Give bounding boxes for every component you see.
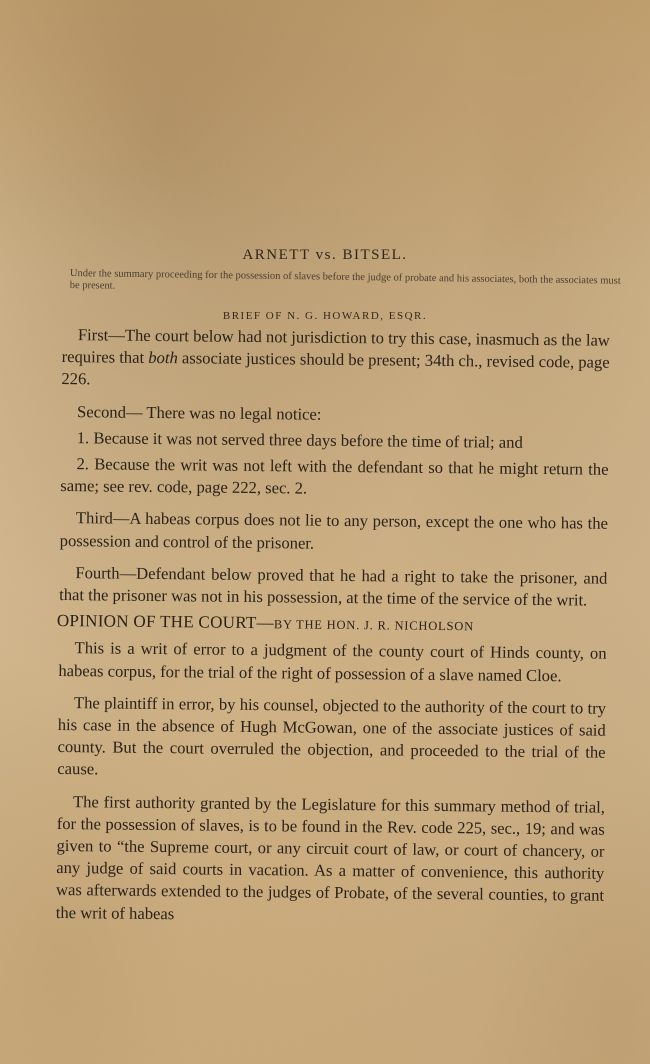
brief-point-first-text-b: associate justices should be present; 34th ch., revised code, page 226. bbox=[61, 348, 610, 389]
brief-point-first bbox=[61, 324, 610, 396]
brief-point-first-text-a: First—The court below had not jurisdiction to try this case, inasmuch as the law requires that bbox=[61, 325, 610, 368]
brief-heading: BRIEF OF N. G. HOWARD, ESQR. bbox=[222, 310, 428, 322]
body-text bbox=[56, 324, 610, 940]
opinion-heading-main: OPINION OF THE COURT— bbox=[56, 611, 274, 633]
opinion-paragraph: This is a writ of error to a judgment of the county court of Hinds county, on habeas corpus, for the trial of the right of possession of a slave named Cloe. bbox=[58, 638, 607, 685]
brief-point-second-1: 1. Because it was not served three days before the time of trial; and bbox=[76, 427, 523, 452]
brief-point-third: Third—A habeas corpus does not lie to any person, except the one who has the possession and control of the prisoner. bbox=[59, 508, 609, 553]
brief-point-second-2: 2. Because the writ was not left with the defendant so that he might return the same; see rev. code, page 222, sec. 2. bbox=[60, 454, 609, 498]
opinion-paragraph: The plaintiff in error, by his counsel, objected to the authority of the court to try his case in the absence of Hugh McGowan, one of the associate justices of said county. But the court overruled the objection, and proceeded to the trial of the cause. bbox=[57, 692, 607, 779]
case-title: ARNETT vs. BITSEL. bbox=[242, 247, 408, 263]
brief-point-first-emphasis: both bbox=[148, 348, 178, 368]
opinion-heading bbox=[57, 610, 607, 639]
brief-point-second: Second— There was no legal notice: bbox=[76, 401, 322, 424]
opinion-heading-author: BY THE HON. J. R. NICHOLSON bbox=[273, 617, 475, 634]
headnote: Under the summary proceeding for the possession of slaves before the judge of probate and his associates, both the associates must be present. bbox=[69, 268, 621, 292]
brief-point-fourth: Fourth—Defendant below proved that he had a right to take the prisoner, and that the prisoner was not in his possession, at the time of the service of the writ. bbox=[59, 562, 608, 610]
opinion-paragraph: The first authority granted by the Legislature for this summary method of trial, for the possession of slaves, is to be found in the Rev. code 225, sec., 19; and was given to “the Supreme court, or any circuit court of law, or court of chancery, or any judge of said courts in vacation. As a matter of convenience, this authority was afterwards extended to the judges of Probate, of the several counties, to grant the writ of habeas bbox=[55, 791, 606, 923]
